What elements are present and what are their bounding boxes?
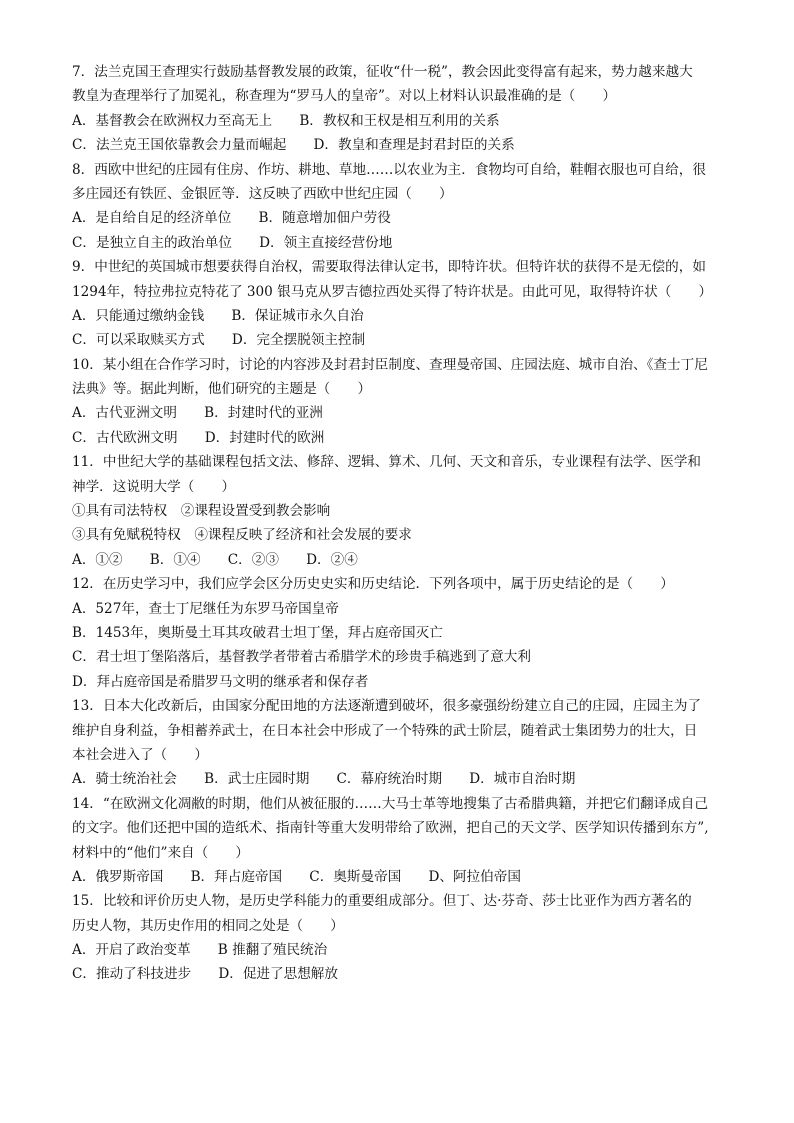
text-line: C．是独立自主的政治单位 D．领主直接经营份地 — [72, 234, 393, 251]
text-line: 14．“在欧洲文化凋敝的时期，他们从被征服的……大马士革等地搜集了古希腊典籍，并把它们翻译成自己 — [72, 795, 708, 812]
text-line: A．是自给自足的经济单位 B．随意增加佃户劳役 — [72, 210, 391, 227]
text-line: ①具有司法特权 ②课程设置受到教会影响 — [72, 503, 331, 520]
text-line: 历史人物，其历史作用的相同之处是（ ） — [72, 917, 344, 934]
text-line: 材料中的“他们”来自（ ） — [72, 844, 250, 861]
text-line: 7．法兰克国王查理实行鼓励基督教发展的政策，征收“什一税”，教会因此变得富有起来，势力越来越大 — [72, 64, 693, 80]
text-line: A．527年，查士丁尼继任为东罗马帝国皇帝 — [72, 600, 339, 617]
text-line: 15．比较和评价历史人物，是历史学科能力的重要组成部分。但丁、达·芬奇、莎士比亚作为西方著名的 — [72, 893, 692, 910]
text-line: 11．中世纪大学的基础课程包括文法、修辞、逻辑、算术、几何、天文和音乐，专业课程有法学、医学和 — [72, 454, 702, 471]
text-line: 8．西欧中世纪的庄园有住房、作坊、耕地、草地……以农业为主．食物均可自给，鞋帽衣服也可自给，很 — [72, 161, 706, 178]
text-line: 本社会进入了（ ） — [72, 746, 208, 763]
text-line: A．俄罗斯帝国 B．拜占庭帝国 C．奥斯曼帝国 D、阿拉伯帝国 — [72, 868, 521, 885]
text-line: 维护自身利益，争相蓄养武士，在日本社会中形成了一个特殊的武士阶层，随着武士集团势力的壮大，日 — [72, 722, 698, 739]
text-line: 神学．这说明大学（ ） — [72, 478, 236, 495]
exam-document — [72, 60, 732, 987]
text-line: 法典》等。据此判断，他们研究的主题是（ ） — [72, 381, 372, 398]
text-line: 12．在历史学习中，我们应学会区分历史史实和历史结论．下列各项中，属于历史结论的是（ ） — [72, 576, 674, 593]
text-line: 教皇为查理举行了加冕礼，称查理为“罗马人的皇帝”。对以上材料认识最准确的是（ ） — [72, 88, 617, 105]
text-line: C．法兰克王国依靠教会力量而崛起 D．教皇和查理是封君封臣的关系 — [72, 137, 515, 154]
text-line: A．古代亚洲文明 B．封建时代的亚洲 — [72, 405, 323, 422]
text-line: C．君士坦丁堡陷落后，基督教学者带着古希腊学术的珍贵手稿逃到了意大利 — [72, 649, 531, 666]
text-line: C．古代欧洲文明 D．封建时代的欧洲 — [72, 429, 325, 446]
text-line: A．骑士统治社会 B．武士庄园时期 C．幕府统治时期 D．城市自治时期 — [72, 771, 576, 788]
text-line: 10．某小组在合作学习时，讨论的内容涉及封君封臣制度、查理曼帝国、庄园法庭、城市自治、《查士丁尼 — [72, 356, 708, 373]
text-line: D．拜占庭帝国是希腊罗马文明的继承者和保存者 — [72, 673, 369, 690]
text-line: 多庄园还有铁匠、金银匠等．这反映了西欧中世纪庄园（ ） — [72, 185, 453, 202]
text-line: 9．中世纪的英国城市想要获得自治权，需要取得法律认定书，即特许状。但特许状的获得不是无偿的，如 — [72, 259, 706, 276]
text-line: A．①② B．①④ C．②③ D．②④ — [72, 551, 358, 568]
text-line: 13．日本大化改新后，由国家分配田地的方法逐渐遭到破坏，很多豪强纷纷建立自己的庄园，庄园主为了 — [72, 698, 702, 715]
text-line: 1294年，特拉弗拉克特花了 300 银马克从罗吉德拉西处买得了特许状是。由此可见，取得特许状（ ） — [72, 283, 713, 300]
text-line: A．只能通过缴纳金钱 B．保证城市永久自治 — [72, 307, 364, 324]
text-line: C．推动了科技进步 D．促进了思想解放 — [72, 966, 338, 983]
text-line: ③具有免赋税特权 ④课程反映了经济和社会发展的要求 — [72, 527, 412, 544]
text-line: A．基督教会在欧洲权力至高无上 B．教权和王权是相互利用的关系 — [72, 112, 500, 129]
text-line: C．可以采取赎买方式 D．完全摆脱领主控制 — [72, 332, 366, 349]
text-line: 的文字。他们还把中国的造纸术、指南针等重大发明带给了欧洲，把自己的天文学、医学知识传播到东方”, — [72, 820, 709, 837]
text-line: A．开启了政治变革 B 推翻了殖民统治 — [72, 942, 328, 959]
text-line: B．1453年，奥斯曼土耳其攻破君士坦丁堡，拜占庭帝国灭亡 — [72, 624, 443, 641]
